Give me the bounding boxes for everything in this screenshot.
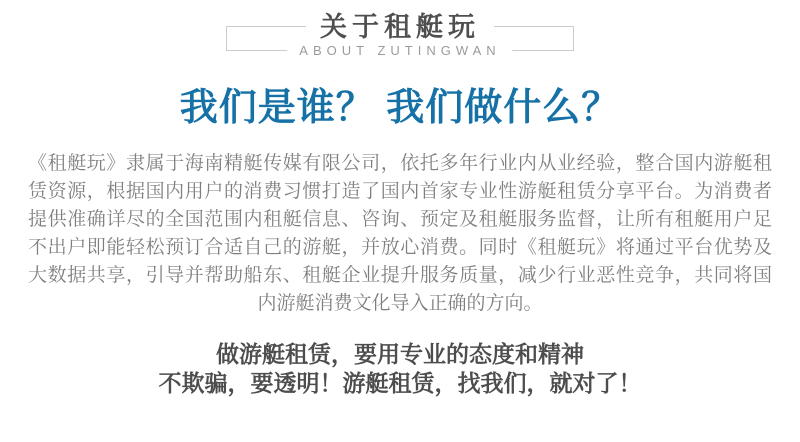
- intro-paragraph-line: 不出户即能轻松预订合适自己的游艇，并放心消费。同时《租艇玩》将通过平台优势及: [28, 237, 772, 258]
- intro-paragraph-line: 赁资源，根据国内用户的消费习惯打造了国内首家专业性游艇租赁分享平台。为消费者: [28, 181, 772, 202]
- slogan-line-2: 不欺骗，要透明！游艇租赁，找我们，就对了！: [158, 370, 642, 396]
- section-title-cn: 关于租艇玩: [306, 12, 494, 42]
- slogan-line-1: 做游艇租赁，要用专业的态度和精神: [216, 341, 584, 367]
- slogan-block: [0, 340, 800, 398]
- intro-paragraph-line: 内游艇消费文化导入正确的方向。: [257, 293, 543, 314]
- section-title-frame: [226, 12, 574, 58]
- intro-paragraph: [28, 150, 772, 318]
- intro-paragraph-line: 大数据共享，引导并帮助船东、租艇企业提升服务质量，减少行业恶性竞争，共同将国: [28, 265, 772, 286]
- intro-paragraph-line: 提供准确详尽的全国范围内租艇信息、咨询、预定及租艇服务监督，让所有租艇用户足: [28, 209, 772, 230]
- intro-paragraph-line: 《租艇玩》隶属于海南精艇传媒有限公司，依托多年行业内从业经验，整合国内游艇租: [28, 153, 772, 174]
- section-title-en: ABOUT ZUTINGWAN: [287, 44, 512, 57]
- page-title: 我们是谁？ 我们做什么？: [179, 87, 621, 129]
- about-section: [0, 12, 800, 398]
